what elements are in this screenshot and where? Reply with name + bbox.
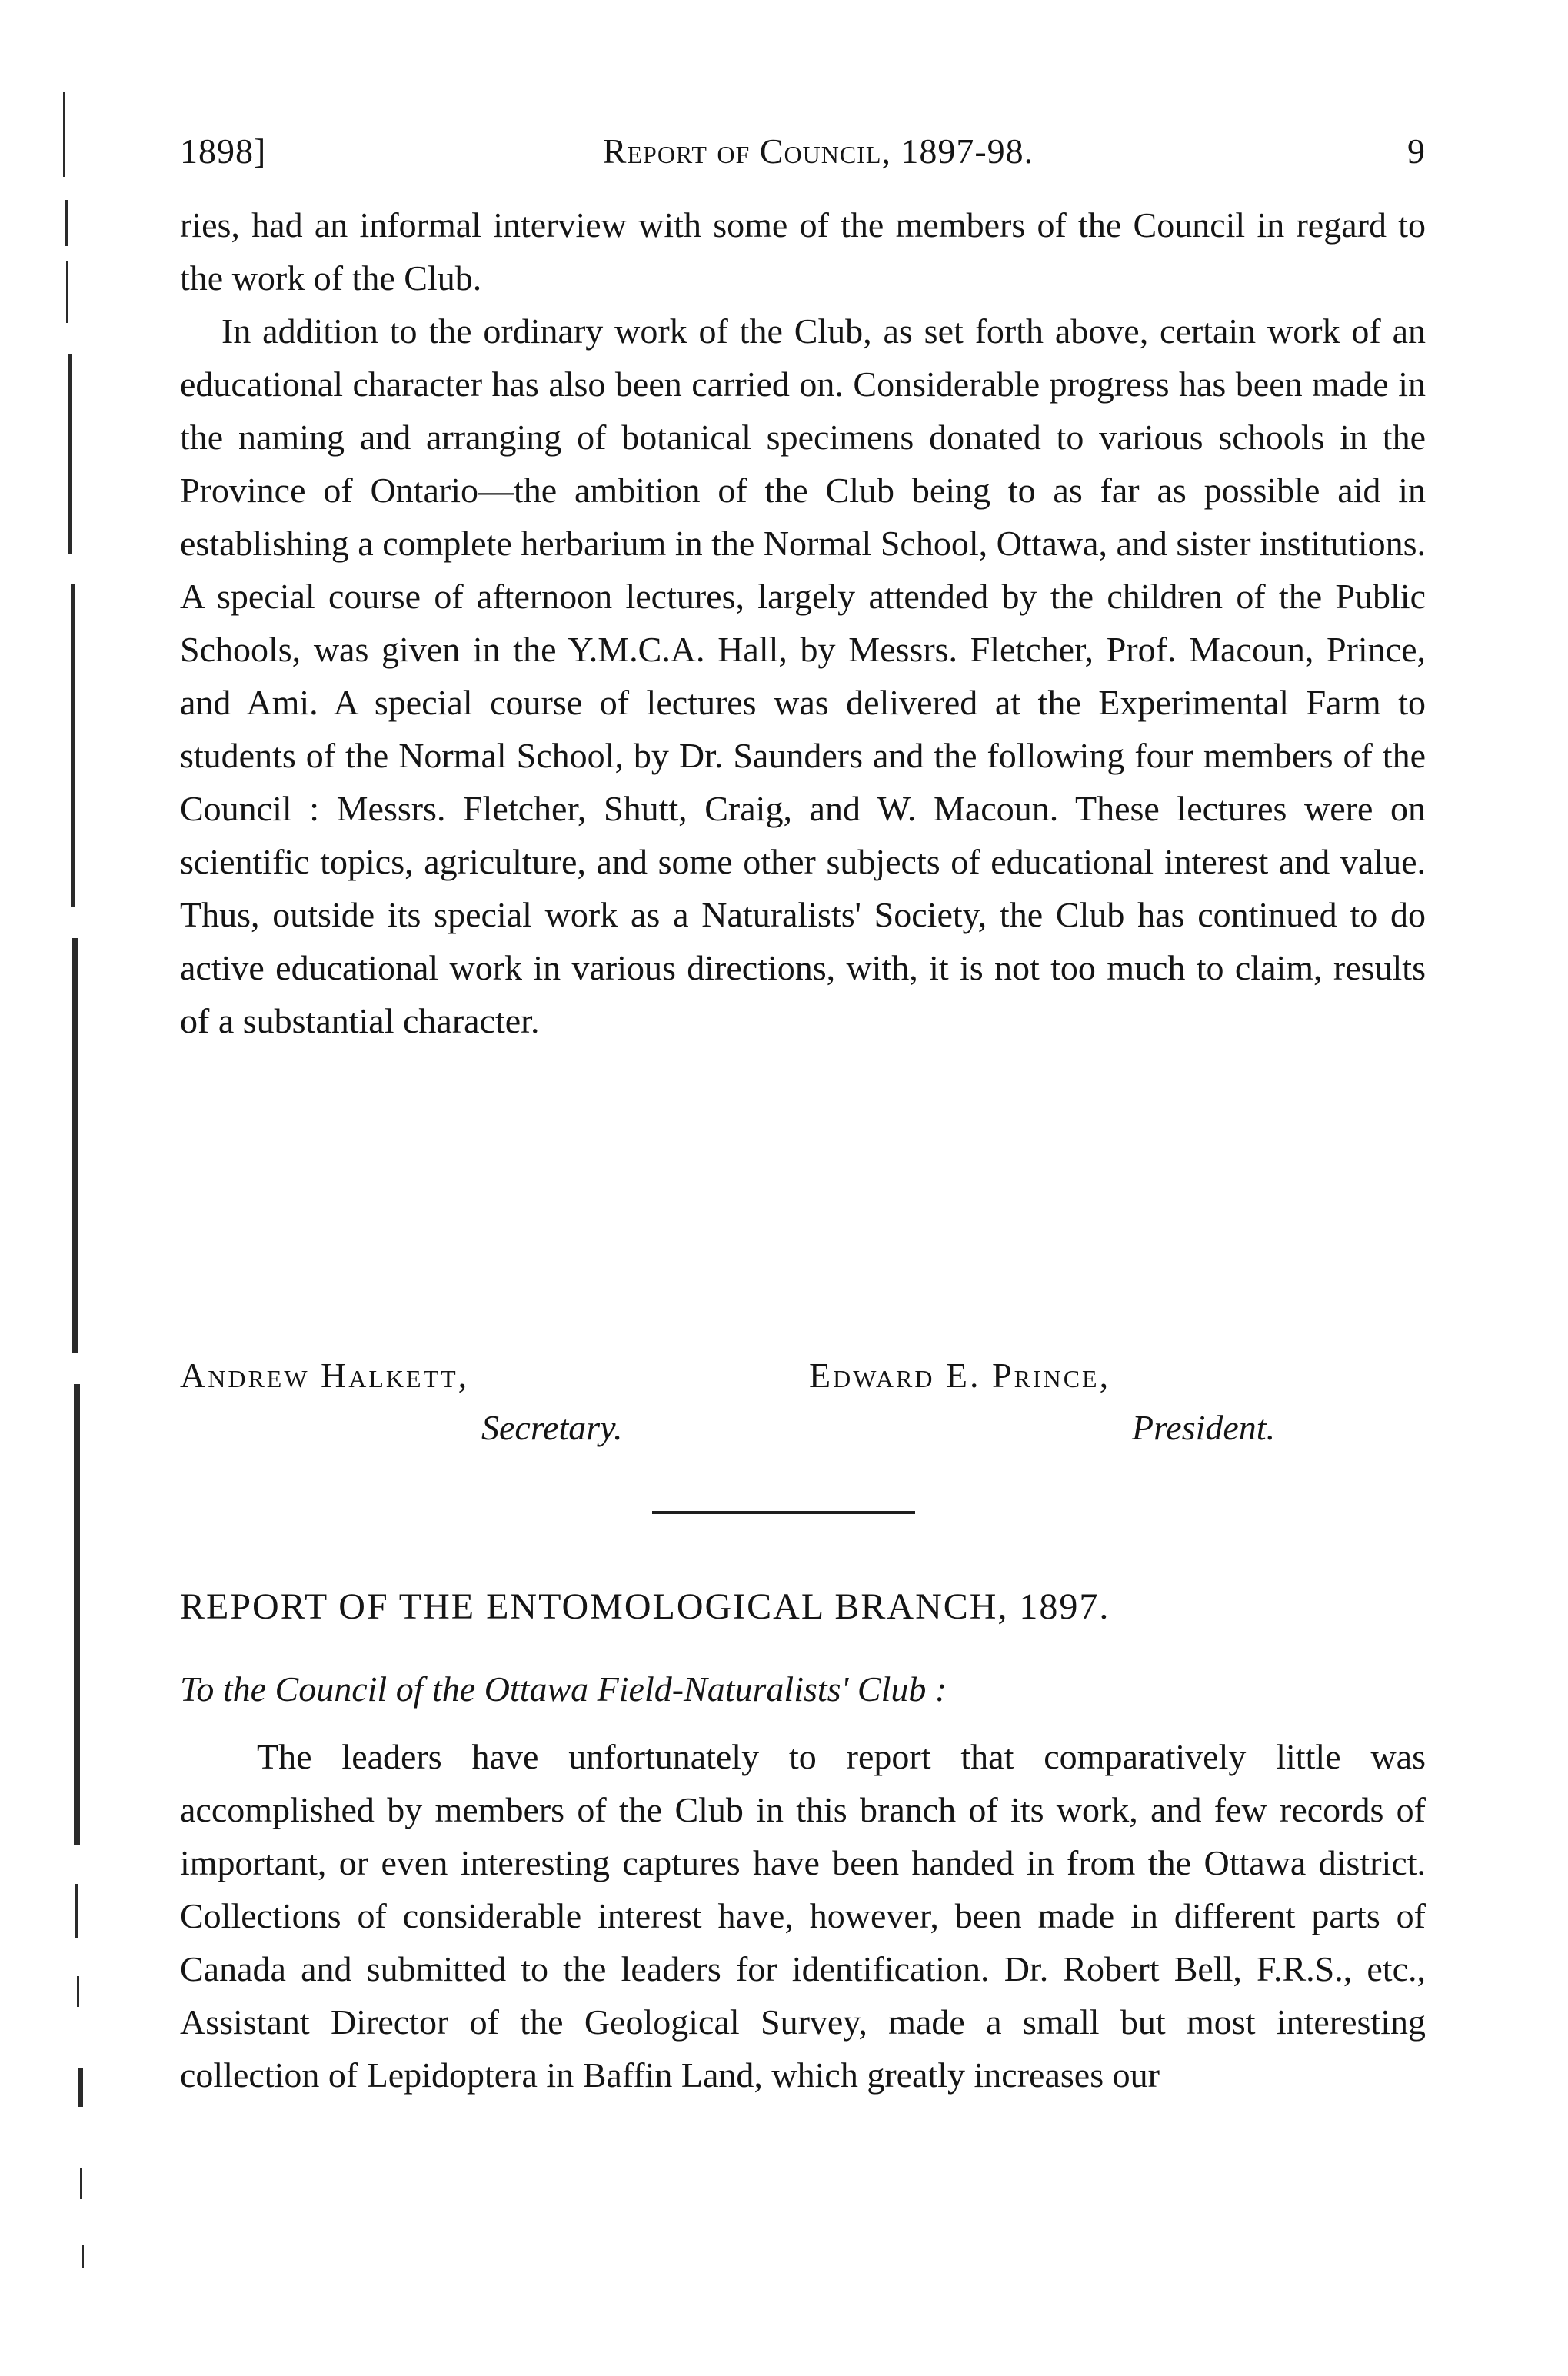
paragraph: ries, had an informal interview with some of the members of the Council in regard to the work of the Club. (180, 205, 1426, 298)
header-year: 1898] (180, 131, 267, 171)
section-heading: REPORT OF THE ENTOMOLOGICAL BRANCH, 1897. (180, 1586, 1110, 1627)
scan-mark (72, 938, 78, 1353)
scan-mark (66, 261, 68, 323)
scan-mark (68, 354, 72, 554)
president-name: Edward E. Prince, (809, 1356, 1111, 1395)
scan-mark (71, 584, 75, 907)
scan-mark (78, 2068, 83, 2107)
scan-mark (74, 1384, 80, 1845)
scan-mark (77, 1976, 79, 2007)
paragraph: In addition to the ordinary work of the Club, as set forth above, certain work of an educational character has also been carried on. Considerable progress has been made in the naming and arranging of botanical specimens donated to various schools in the Province of Ontario—the ambition of the Club being to as far as possible aid in establishing a complete herbarium in the Normal School, Ottawa, and sister institutions. A special course of afternoon lectures, largely attended by the children of the Public Schools, was given in the Y.M.C.A. Hall, by Messrs. Fletcher, Prof. Macoun, Prince, and Ami. A special course of lectures was delivered at the Experimental Farm to students of the Normal School, by Dr. Saunders and the following four members of the Council : Messrs. Fletcher, Shutt, Craig, and W. Macoun. These lectures were on scientific topics, agriculture, and some other subjects of educational interest and value. Thus, outside its special work as a Naturalists' Society, the Club has continued to do active educational work in various directions, with, it is not too much to claim, results of a substantial character. (180, 311, 1426, 1040)
scan-mark (63, 92, 65, 177)
paragraph: The leaders have unfortunately to report that comparatively little was accomplished by members of the Club in this branch of its work, and few records of important, or even interesting captures have been handed in from the Ottawa district. Collections of considerable interest have, however, been made in different parts of Canada and submitted to the leaders for identification. Dr. Robert Bell, F.R.S., etc., Assistant Director of the Geological Survey, made a small but most interesting collection of Lepidoptera in Baffin Land, which greatly increases our (180, 1737, 1426, 2095)
scan-mark (65, 200, 68, 246)
scan-mark (75, 1884, 78, 1938)
salutation: To the Council of the Ottawa Field-Naturalists' Club : (180, 1669, 947, 1709)
running-title: Report of Council, 1897-98. (602, 131, 1034, 171)
secretary-name: Andrew Halkett, (180, 1356, 470, 1395)
page-number: 9 (1407, 131, 1426, 171)
president-title: President. (1132, 1408, 1276, 1447)
signature-block (180, 1355, 1426, 1463)
secretary-title: Secretary. (481, 1408, 623, 1447)
scan-mark (80, 2168, 82, 2199)
running-header (180, 131, 1426, 185)
scan-mark (82, 2245, 84, 2268)
binding-edge-marks (48, 92, 102, 2307)
council-report-text (180, 198, 1426, 1047)
entomological-report-text (180, 1730, 1426, 2101)
section-divider (652, 1511, 915, 1514)
